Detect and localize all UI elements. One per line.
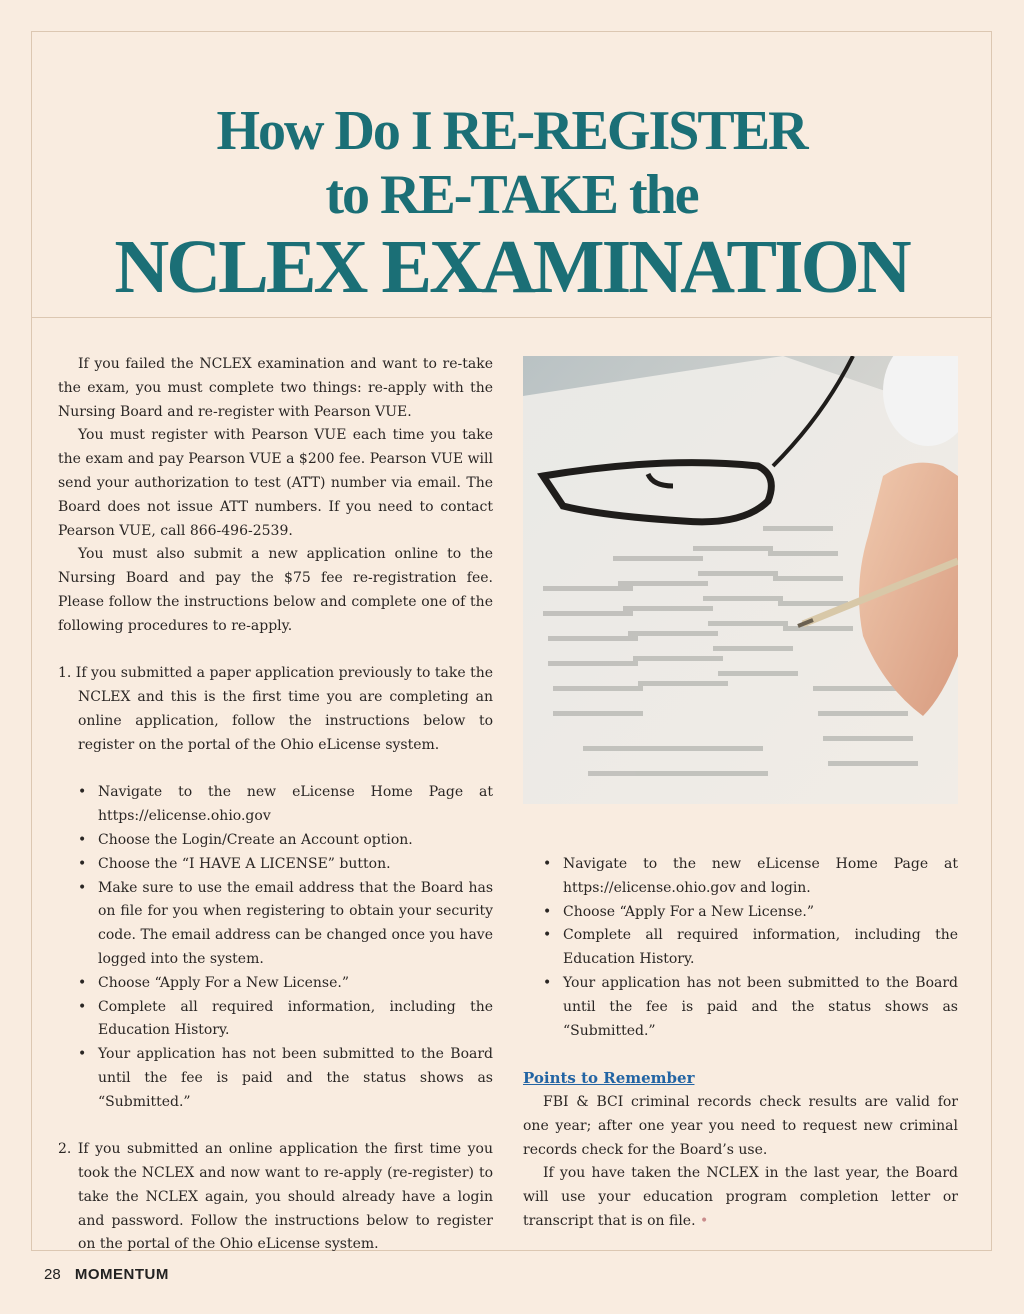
step-1-list (58, 781, 493, 1114)
left-column (58, 353, 493, 1257)
right-column (523, 853, 958, 1234)
step-2-text: 2. If you submitted an online application the first time you took the NCLEX and now want to re-apply (re-register) to take the NCLEX again, you should already have a login and password. Follow the instructions below to register on the portal of the Ohio eLicense system. (58, 1141, 493, 1253)
step-2-list (523, 853, 958, 1043)
intro-paragraph-2: You must register with Pearson VUE each time you take the exam and pay Pearson VUE a $200 fee. Pearson VUE will send your authorization to test (ATT) number via email. The Board does not issue ATT numbers. If you need to contact Pearson VUE, call 866-496-2539. (58, 427, 493, 539)
list-item: • Your application has not been submitted to the Board until the fee is paid and the status shows as “Submitted.” (58, 1043, 493, 1114)
title-line-3: NCLEX EXAMINATION (114, 225, 909, 309)
points-paragraph-2 (523, 1162, 958, 1233)
points-paragraph-1: FBI & BCI criminal records check results are valid for one year; after one year you need to request new criminal records check for the Board’s use. (523, 1093, 958, 1158)
list-item: • Your application has not been submitted to the Board until the fee is paid and the status shows as “Submitted.” (523, 972, 958, 1043)
step-1-text: 1. If you submitted a paper application previously to take the NCLEX and this is the first time you are completing an online application, follow the instructions below to register on the portal of the Ohio eLicense system. (58, 665, 493, 753)
title-line-1: How Do I RE-REGISTER (216, 100, 807, 162)
answer-sheet-glasses-photo (523, 356, 958, 804)
list-item: • Navigate to the new eLicense Home Page at https://elicense.ohio.gov and login. (523, 853, 958, 901)
points-paragraph-2-text: If you have taken the NCLEX in the last year, the Board will use your education program completion letter or transcript that is on file. (523, 1165, 958, 1229)
intro-paragraph-1: If you failed the NCLEX examination and want to re-take the exam, you must complete two things: re-apply with the Nursing Board and re-register with Pearson VUE. (58, 356, 493, 420)
end-mark: • (700, 1212, 709, 1229)
list-item: • Complete all required information, including the Education History. (58, 996, 493, 1044)
title-line-2: to RE-TAKE the (325, 164, 698, 226)
list-item: • Choose the “I HAVE A LICENSE” button. (58, 853, 493, 877)
list-item: • Choose “Apply For a New License.” (523, 901, 958, 925)
footer (44, 1266, 169, 1283)
list-item: • Choose the Login/Create an Account option. (58, 829, 493, 853)
list-item: • Choose “Apply For a New License.” (58, 972, 493, 996)
list-item: • Complete all required information, including the Education History. (523, 924, 958, 972)
title-box (31, 31, 992, 318)
list-item: • Make sure to use the email address that the Board has on file for you when registering to obtain your security code. The email address can be changed once you have logged into the system. (58, 877, 493, 972)
magazine-name: MOMENTUM (74, 1266, 169, 1283)
intro-paragraph-3: You must also submit a new application online to the Nursing Board and pay the $75 fee re-registration fee. Please follow the instructions below and complete one of the following procedures to re-apply. (58, 546, 493, 634)
list-item: • Navigate to the new eLicense Home Page at https://elicense.ohio.gov (58, 781, 493, 829)
page-number: 28 (44, 1266, 61, 1283)
points-heading: Points to Remember (523, 1069, 695, 1088)
